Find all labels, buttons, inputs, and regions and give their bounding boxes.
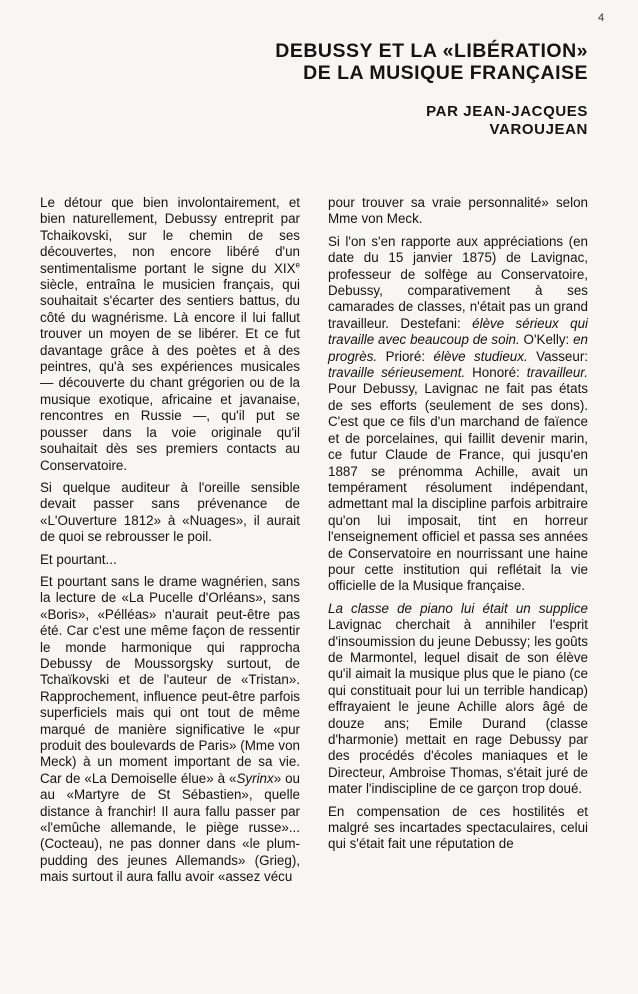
text-run: Le détour que bien involontairement, et bien naturellement, Debussy entreprit par Tchaikovski, sur le chemin de ses découvertes, non encore libéré d'un sentimentalisme portant le signe du XIX <box>40 195 300 276</box>
text-run: » ou au «Martyre de St Sébastien», quelle distance à franchir! Il aura fallu passer par «l'emûche allemande, le piège russe»... (Cocteau), ne pas donner dans «le plum-pudding des jeunes Allemands» (Grieg), mais surtout il aura fallu avoir «assez vécu <box>40 770 301 885</box>
text-run: Si l'on s'en rapporte aux appréciations (en date du 15 janvier 1875) de Lavignac, professeur de solfège au Conservatoire, Debussy, comparativement à ses camarades de classes, n'était pas un grand travailleur. Destefani: <box>328 233 588 331</box>
paragraph <box>40 195 300 474</box>
paragraph: Si quelque auditeur à l'oreille sensible devait passer sans prévenance de «L'Ouverture 1812» à «Nuages», il aurait de quoi se rebrousser le poil. <box>40 479 300 545</box>
superscript: e <box>295 260 300 270</box>
paragraph <box>328 234 588 595</box>
author-byline <box>288 103 588 139</box>
italic-quote: en progrès. <box>328 332 588 364</box>
right-column <box>328 195 588 859</box>
byline-line-2: VAROUJEAN <box>489 121 588 138</box>
text-run: Honoré: <box>465 365 527 381</box>
text-run: Pour Debussy, Lavignac ne fait pas états de ses efforts (seulement de ses dons). C'est que ce fils d'un marchand de faïence et de porcelaines, qui faillit devenir marin, ce futur Claude de France, qui jusqu'en 1887 se prénomma Achille, avait un tempérament résolument indépendant, admettant mal la discipline parfois arbitraire qu'on lui imposait, tint en horreur l'enseignement officiel et passa ses années de Conservatoire en nourrissant une haine pour cette institution qui reflétait la vie officielle de la Musique française. <box>328 381 588 594</box>
text-run: Et pourtant sans le drame wagnérien, sans la lecture de «La Pucelle d'Orléans», sans «Boris», «Pélléas» n'aurait peut-être pas été. Car c'est une même façon de ressentir le monde harmonique qui rapprocha Debussy de Moussorgsky surtout, de Tchaïkovski et de l'auteur de «Tristan». Rapprochement, influence peut-être parfois superficiels mais qui ont tout de même marqué de manière significative le «pur produit des boulevards de Paris» (Mme von Meck) à un moment important de sa vie. Car de «La Demoiselle élue» à « <box>40 573 300 786</box>
italic-quote: élève studieux. <box>433 348 528 364</box>
text-run: Prioré: <box>377 348 434 364</box>
paragraph <box>328 601 588 798</box>
italic-subheading: La classe de piano lui était un supplice <box>328 600 588 616</box>
text-run: O'Kelly: <box>519 332 574 348</box>
paragraph: Et pourtant... <box>40 551 117 567</box>
left-column <box>40 195 300 892</box>
text-run: Vasseur: <box>527 348 588 364</box>
title-line-2: DE LA MUSIQUE FRANÇAISE <box>303 62 588 84</box>
title-line-1: DEBUSSY ET LA «LIBÉRATION» <box>275 40 588 62</box>
corner-mark: 4 <box>598 12 605 24</box>
paragraph <box>40 574 300 886</box>
paragraph: pour trouver sa vraie personnalité» selon Mme von Meck. <box>328 195 588 227</box>
article-title <box>168 40 588 84</box>
text-run: Lavignac cherchait à annihiler l'esprit d'insoumission du jeune Debussy; les goûts de Marmontel, lequel disait de son élève qu'il aimait la musique plus que le piano (ce qui constituait pour lui un terrible handicap) effrayaient le jeune Achille alors âgé de douze ans; Emile Durand (classe d'harmonie) mettait en rage Debussy par des procédés d'écoles maniaques et le Directeur, Ambroise Thomas, s'était juré de mater l'indiscipline de ce garçon trop doué. <box>328 617 588 797</box>
italic-quote: travaille sérieusement. <box>328 365 466 381</box>
italic-quote: travailleur. <box>526 365 588 381</box>
paragraph: En compensation de ces hostilités et malgré ses incartades spectaculaires, celui qui s'était fait une réputation de <box>328 803 588 852</box>
byline-line-1: PAR JEAN-JACQUES <box>426 103 588 120</box>
text-run: siècle, entraîna le musicien français, qui souhaitait s'écarter des sentiers battus, du côté du wagnérisme. Là encore il lui fallut trouver un moyen de se libérer. Et ce fut davantage grâce à des poètes et à des peintres, qu'à ses expériences musicales — découverte du chant grégorien ou de la musique exotique, africaine et javanaise, rencontres en Russie —, qu'il put se pousser dans la voie originale qu'il souhaitait dès ses premiers contacts au Conservatoire. <box>40 277 300 473</box>
italic-title: Syrinx <box>236 770 274 786</box>
italic-quote: élève sérieux qui travaille avec beaucoup de soin. <box>328 315 588 348</box>
